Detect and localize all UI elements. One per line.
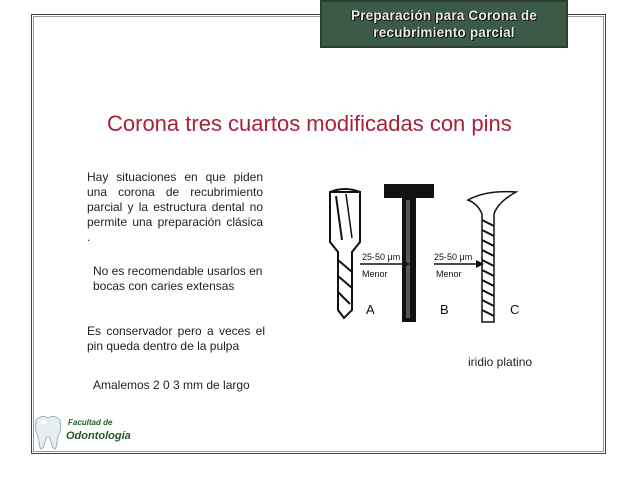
header-banner	[320, 0, 568, 48]
figure-caption: iridio platino	[468, 355, 533, 369]
slide-title: Corona tres cuartos modificadas con pins	[107, 111, 512, 136]
paragraph-conservative: Es conservador pero a veces el pin queda dentro de la pulpa	[87, 324, 265, 353]
pin-a-drawing	[330, 189, 360, 318]
logo-faculty-text: Facultad de	[68, 418, 113, 427]
paragraph-amalgam: Amalemos 2 0 3 mm de largo	[93, 378, 250, 392]
menor-label-1: Menor	[362, 269, 388, 279]
paragraph-not-recommended: No es recomendable usarlos en bocas con caries extensas	[93, 264, 263, 293]
header-line-2: recubrimiento parcial	[373, 25, 515, 40]
label-c: C	[510, 302, 520, 317]
label-a: A	[366, 302, 375, 317]
menor-label-2: Menor	[436, 269, 462, 279]
measure-label-2: 25-50 μm	[434, 252, 473, 262]
measure-label-1: 25-50 μm	[362, 252, 401, 262]
pin-c-drawing	[468, 192, 516, 322]
pin-diagram	[322, 180, 542, 330]
logo-odontologia-text: Odontología	[66, 430, 131, 442]
paragraph-situations: Hay situaciones en que piden una corona de recubrimiento parcial y la estructura dental no permite una preparación clásica .	[87, 170, 263, 244]
header-line-1: Preparación para Corona de	[350, 8, 537, 23]
label-b: B	[440, 302, 449, 317]
